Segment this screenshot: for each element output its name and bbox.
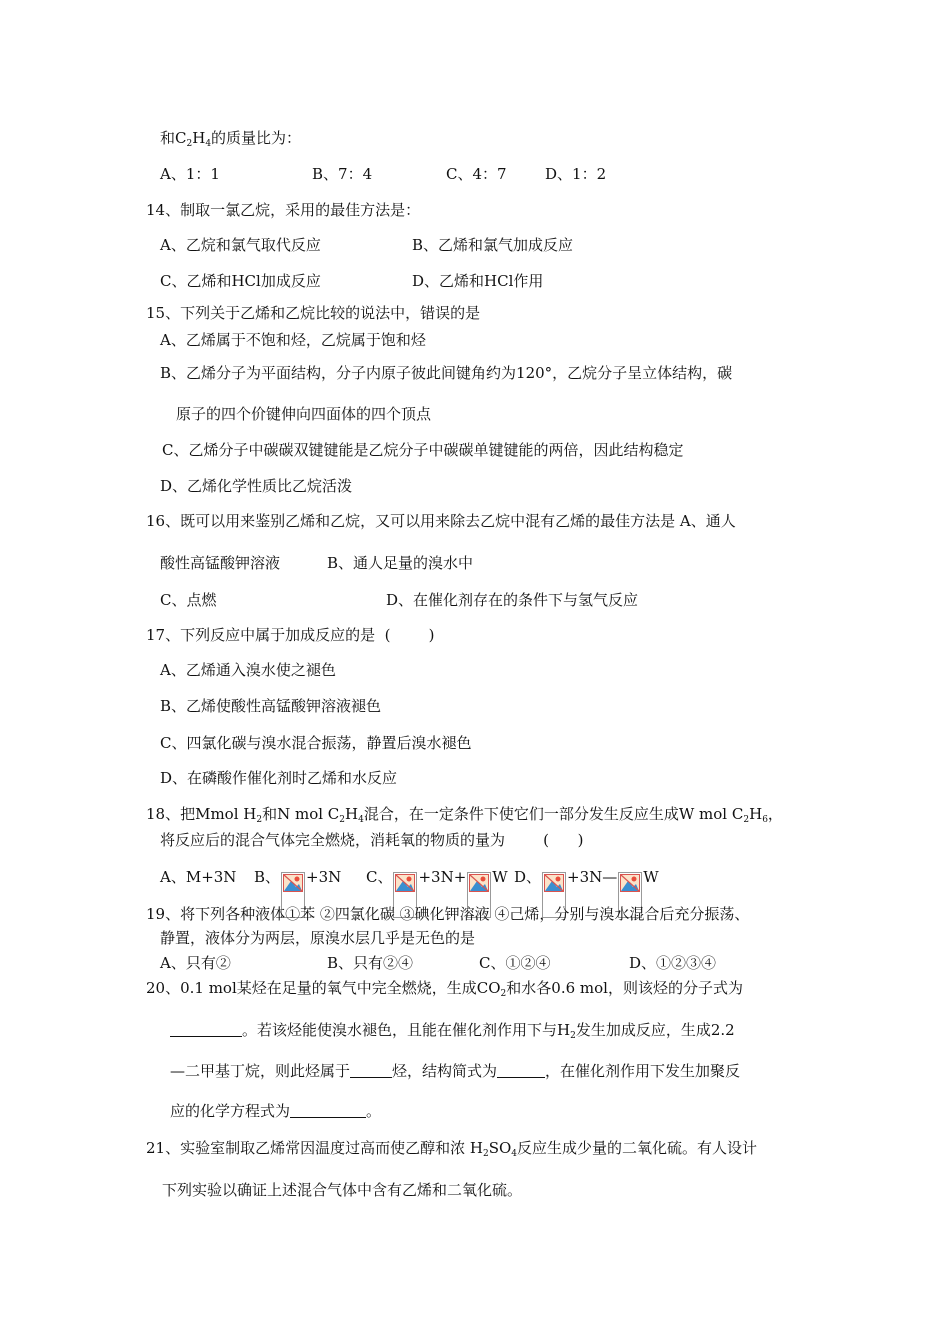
q14-option-a: A、乙烷和氯气取代反应 (160, 236, 321, 254)
q13-option-a: A、1：1 (160, 165, 220, 183)
q17-option-b: B、乙烯使酸性高锰酸钾溶液褪色 (160, 697, 382, 715)
q19-option-d: D、①②③④ (629, 954, 717, 972)
q15-option-d: D、乙烯化学性质比乙烷活泼 (160, 477, 353, 495)
q14-option-d: D、乙烯和HCl作用 (412, 272, 544, 290)
q15-option-c: C、乙烯分子中碳碳双键键能是乙烷分子中碳碳单键键能的两倍，因此结构稳定 (162, 441, 684, 459)
q13-stem-tail: 和$C_2H_4$的质量比为： (160, 129, 302, 149)
q18-option-d: D、 +3N— W (514, 867, 659, 918)
q20-stem-line1: 20、0.1 mol某烃在足量的氧气中完全燃烧，生成$CO_2$和水各0.6 mol，则该烃的分子式为 (146, 979, 743, 999)
q20-stem-line2: 。若该烃能使溴水褪色，且能在催化剂作用下与$H_2$发生加成反应，生成2.2 (170, 1020, 735, 1040)
q16-option-d: D、在催化剂存在的条件下与氢气反应 (386, 591, 639, 609)
q18-stem-line1: 18、把Mmol $H_2$和N mol $C_2H_4$混合，在一定条件下使它们一部分发生反应生成W mol $C_2H_6$， (146, 805, 783, 825)
q18-option-a: A、M+3N (160, 868, 237, 886)
q17-option-a: A、乙烯通入溴水使之褪色 (160, 661, 336, 679)
answer-blank[interactable] (290, 1103, 366, 1118)
q17-stem: 17、下列反应中属于加成反应的是 ( ) (146, 626, 435, 644)
q19-stem-line1: 19、将下列各种液体①苯 ②四氯化碳 ③碘化钾溶液 ④己烯，分别与溴水混合后充分振荡、 (146, 905, 750, 923)
q14-option-b: B、乙烯和氯气加成反应 (412, 236, 574, 254)
q17-option-c: C、四氯化碳与溴水混合振荡，静置后溴水褪色 (160, 734, 472, 752)
q15-option-b-line1: B、乙烯分子为平面结构，分子内原子彼此间键角约为120°，乙烷分子呈立体结构，碳 (160, 364, 733, 382)
q16-option-a-cont: 酸性高锰酸钾溶液 (160, 554, 281, 572)
q15-stem: 15、下列关于乙烯和乙烷比较的说法中，错误的是 (146, 304, 481, 322)
q15-option-a: A、乙烯属于不饱和烃，乙烷属于饱和烃 (160, 331, 426, 349)
answer-blank[interactable] (350, 1063, 392, 1078)
q20-stem-line3: —二甲基丁烷，则此烃属于 烃，结构简式为 ，在催化剂作用下发生加聚反 (170, 1062, 741, 1080)
q15-option-b-line2: 原子的四个价键伸向四面体的四个顶点 (176, 405, 432, 423)
q19-option-b: B、只有②④ (327, 954, 414, 972)
q16-stem: 16、既可以用来鉴别乙烯和乙烷，又可以用来除去乙烷中混有乙烯的最佳方法是 A、通人 (146, 512, 736, 530)
q21-stem-line2: 下列实验以确证上述混合气体中含有乙烯和二氧化硫。 (162, 1181, 523, 1199)
q18-option-c: C、 +3N+ W (366, 867, 508, 918)
q19-option-a: A、只有② (160, 954, 231, 972)
q19-stem-line2: 静置，液体分为两层，原溴水层几乎是无色的是 (160, 929, 476, 947)
q16-option-c: C、点燃 (160, 591, 217, 609)
answer-blank[interactable] (170, 1022, 242, 1037)
answer-blank[interactable] (497, 1063, 545, 1078)
q13-option-b: B、7：4 (312, 165, 373, 183)
q13-option-d: D、1：2 (545, 165, 607, 183)
q14-option-c: C、乙烯和HCl加成反应 (160, 272, 321, 290)
q18-stem-line2: 将反应后的混合气体完全燃烧，消耗氧的物质的量为 ( ) (160, 831, 584, 849)
q14-stem: 14、制取一氯乙烷，采用的最佳方法是： (146, 201, 421, 219)
q20-stem-line4: 应的化学方程式为 。 (170, 1102, 382, 1120)
q13-option-c: C、4：7 (446, 165, 507, 183)
q16-option-b: B、通人足量的溴水中 (327, 554, 474, 572)
q18-option-b: B、 +3N (254, 867, 341, 918)
q19-option-c: C、①②④ (479, 954, 551, 972)
q21-stem-line1: 21、实验室制取乙烯常因温度过高而使乙醇和浓 $H_2SO_4$反应生成少量的二氧化硫。有人设计 (146, 1139, 758, 1159)
q17-option-d: D、在磷酸作催化剂时乙烯和水反应 (160, 769, 398, 787)
